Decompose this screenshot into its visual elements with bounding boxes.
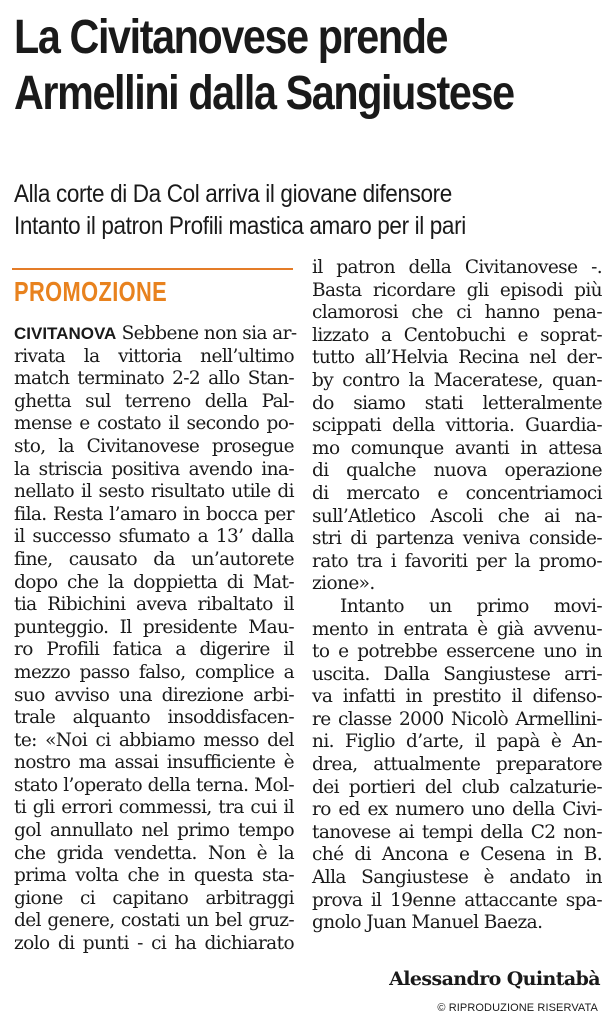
article-line: sto, la Civitanovese prosegue <box>14 435 294 457</box>
rubric-divider <box>12 268 293 270</box>
article-line: prova il 19enne attaccante spa- <box>312 889 602 911</box>
article-line: match terminato 2-2 allo Stan- <box>14 368 294 390</box>
article-line: di qualche nuova operazione <box>312 460 602 482</box>
article-line: te: «Noi ci abbiamo messo del <box>14 729 294 751</box>
article-line: lizzato a Centobuchi e soprat- <box>312 324 602 346</box>
article-line: gione ci capitano arbitraggi <box>14 887 294 909</box>
headline-line-2: Armellini dalla Sangiustese <box>14 67 514 120</box>
article-line: stato l’operato della terna. Mol- <box>14 774 294 796</box>
article-line: tia Ribichini aveva ribaltato il <box>14 594 294 616</box>
article-line: mo comunque avanti in attesa <box>312 437 602 459</box>
article-line: uscita. Dalla Sangiustese arri- <box>312 663 602 685</box>
article-line: tutto all’Helvia Recina nel der- <box>312 347 602 369</box>
author-byline: Alessandro Quintabà <box>389 968 600 990</box>
article-line: sull’Atletico Ascoli che ai na- <box>312 505 602 527</box>
article-line: scippati della vittoria. Guardia- <box>312 415 602 437</box>
article-line: nellato il sesto risultato utile di <box>14 481 294 503</box>
article-column-left <box>14 323 297 956</box>
article-line: Intanto un primo movi- <box>340 595 602 617</box>
article-line: del genere, costati un bel gruz- <box>14 910 294 932</box>
article-line: punteggio. Il presidente Mau- <box>14 616 294 638</box>
article-line: Basta ricordare gli episodi più <box>312 279 602 301</box>
article-line: ro ed ex numero uno della Civi- <box>312 799 602 821</box>
article-line: fila. Resta l’amaro in bocca per <box>14 503 294 525</box>
article-line: di mercato e concentriamoci <box>312 482 602 504</box>
article-line: do siamo stati letteralmente <box>312 392 602 414</box>
article-line: to e potrebbe essercene uno in <box>312 641 602 663</box>
article-line: tanovese ai tempi della C2 non- <box>312 821 602 843</box>
article-line: ghetta sul terreno della Pal- <box>14 390 294 412</box>
article-line: trale alquanto insoddisfacen- <box>14 707 294 729</box>
article-line: il successo sfumato a 13’ dalla <box>14 526 294 548</box>
article-line: suo avviso una direzione arbi- <box>14 684 294 706</box>
article-line <box>14 323 297 346</box>
article-line: zione». <box>312 573 375 595</box>
article-line: gnolo Juan Manuel Baeza. <box>312 912 543 934</box>
article-line: re classe 2000 Nicolò Armellini- <box>312 708 602 730</box>
article-line: gol annullato nel primo tempo <box>14 820 294 842</box>
article-column-right <box>312 257 602 935</box>
article-line: drea, attualmente preparatore <box>312 754 602 776</box>
article-text: Sebbene non sia ar- <box>116 323 297 344</box>
article-line: Alla Sangiustese è andato in <box>312 867 602 889</box>
headline <box>14 10 521 122</box>
article-line: ché di Ancona e Cesena in B. <box>312 844 602 866</box>
article-line: rato tra i favoriti per la promo- <box>312 550 602 572</box>
article-line: mezzo passo falso, complice a <box>14 661 294 683</box>
article-line: nostro ma assai insufficiente è <box>14 752 294 774</box>
dateline: CIVITANOVA <box>14 324 117 343</box>
article-line: ni. Figlio d’arte, il papà è An- <box>312 731 602 753</box>
article-line: ti gli errori commessi, tra cui il <box>14 797 294 819</box>
article-line: fine, causato da un’autorete <box>14 548 294 570</box>
headline-line-1: La Civitanovese prende <box>14 11 448 64</box>
article-line: mense e costato il secondo po- <box>14 413 294 435</box>
article-line: va infatti in prestito il difenso- <box>312 686 602 708</box>
article-line: stri di partenza veniva conside- <box>312 528 602 550</box>
subheadline-line-2: Intanto il patron Profili mastica amaro per il pari <box>14 212 466 240</box>
copyright-notice: © RIPRODUZIONE RISERVATA <box>437 1002 598 1014</box>
article-line: rivata la vittoria nell’ultimo <box>14 345 294 367</box>
article-line: che grida vendetta. Non è la <box>14 842 294 864</box>
article-line: ro Profili fatica a digerire il <box>14 639 294 661</box>
section-rubric: PROMOZIONE <box>14 276 168 307</box>
article-line: dopo che la doppietta di Mat- <box>14 571 294 593</box>
article-line: dei portieri del club calzaturie- <box>312 776 602 798</box>
subheadline-line-1: Alla corte di Da Col arriva il giovane difensore <box>14 180 452 208</box>
article-line: mento in entrata è già avvenu- <box>312 618 602 640</box>
article-line: prima volta che in questa sta- <box>14 865 294 887</box>
article-line: clamorosi che ci hanno pena- <box>312 302 602 324</box>
article-line: by contro la Maceratese, quan- <box>312 369 602 391</box>
subheadline <box>14 178 466 242</box>
article-line: il patron della Civitanovese -. <box>312 257 602 278</box>
article-line: la striscia positiva avendo ina- <box>14 458 294 480</box>
article-line: zolo di punti - ci ha dichiarato <box>14 933 294 955</box>
